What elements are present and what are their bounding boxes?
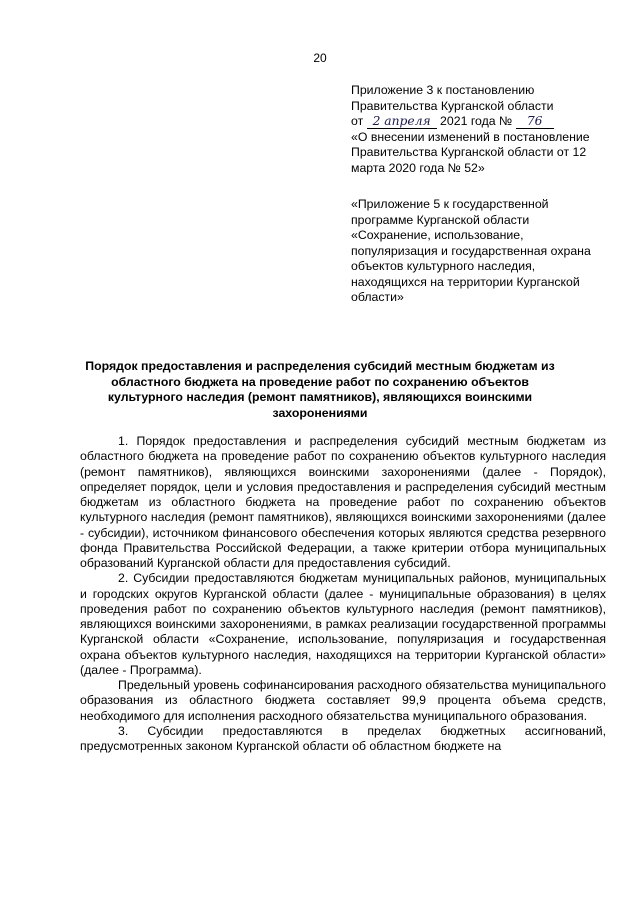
page-number: 20 (313, 51, 327, 65)
handwritten-date: 2 апреля (367, 115, 437, 129)
document-body (80, 434, 606, 754)
handwritten-number: 76 (516, 115, 554, 129)
paragraph-2: 2. Субсидии предоставляются бюджетам муниципальных районов, муниципальных и городских округов Курганской области (далее - муниципальные образования) в целях проведения работ по сохранению объектов культурного наследия (ремонт памятников), являющихся воинскими захоронениями, в рамках реализации государственной программы Курганской области «Сохранение, использование, популяризация и государственная охрана объектов культурного наследия, находящихся на территории Курганской области» (далее - Программа). (80, 571, 606, 677)
paragraph-4: 3. Субсидии предоставляются в пределах бюджетных ассигнований, предусмотренных законом Курганской области об областном бюджете на (80, 723, 606, 753)
annex-amendment-text: «О внесении изменений в постановление Правительства Курганской области от 12 марта 2020 года № 52» (351, 129, 590, 175)
document-title: Порядок предоставления и распределения субсидий местным бюджетам из областного бюджета на проведение работ по сохранению объектов культурного наследия (ремонт памятников), являющихся воинскими захоронениями (85, 359, 555, 420)
date-prefix: от (351, 114, 364, 128)
paragraph-1: 1. Порядок предоставления и распределения субсидий местным бюджетам из областного бюджета на проведение работ по сохранению объектов культурного наследия (ремонт памятников), являющихся воинскими захоронениями (далее - Порядок), определяет порядок, цели и условия предоставления и распределения субсидий местным бюджетам из областного бюджета на проведение работ по сохранению объектов культурного наследия (ремонт памятников), являющихся воинскими захоронениями (далее - субсидии), источником финансового обеспечения которых являются средства резервного фонда Правительства Российской Федерации, а также критерии отбора муниципальных образований Курганской области для предоставления субсидий. (80, 434, 606, 570)
annex-date-line (351, 114, 606, 130)
annex-line-2: Правительства Курганской области (351, 98, 554, 113)
date-suffix: 2021 года № (440, 114, 513, 128)
annex-line-1: Приложение 3 к постановлению (351, 83, 535, 97)
annex-gap (351, 176, 606, 197)
paragraph-3: Предельный уровень софинансирования расходного обязательства муниципального образования из областного бюджета составляет 99,9 процента объема средств, необходимого для исполнения расходного обязательства муниципального образования. (80, 678, 606, 723)
annex-program-text: «Приложение 5 к государственной программе Курганской области «Сохранение, использование, популяризация и государственная охрана объектов культурного наследия, находящихся на территории Курганской области» (351, 197, 591, 304)
annex-block (351, 83, 606, 306)
